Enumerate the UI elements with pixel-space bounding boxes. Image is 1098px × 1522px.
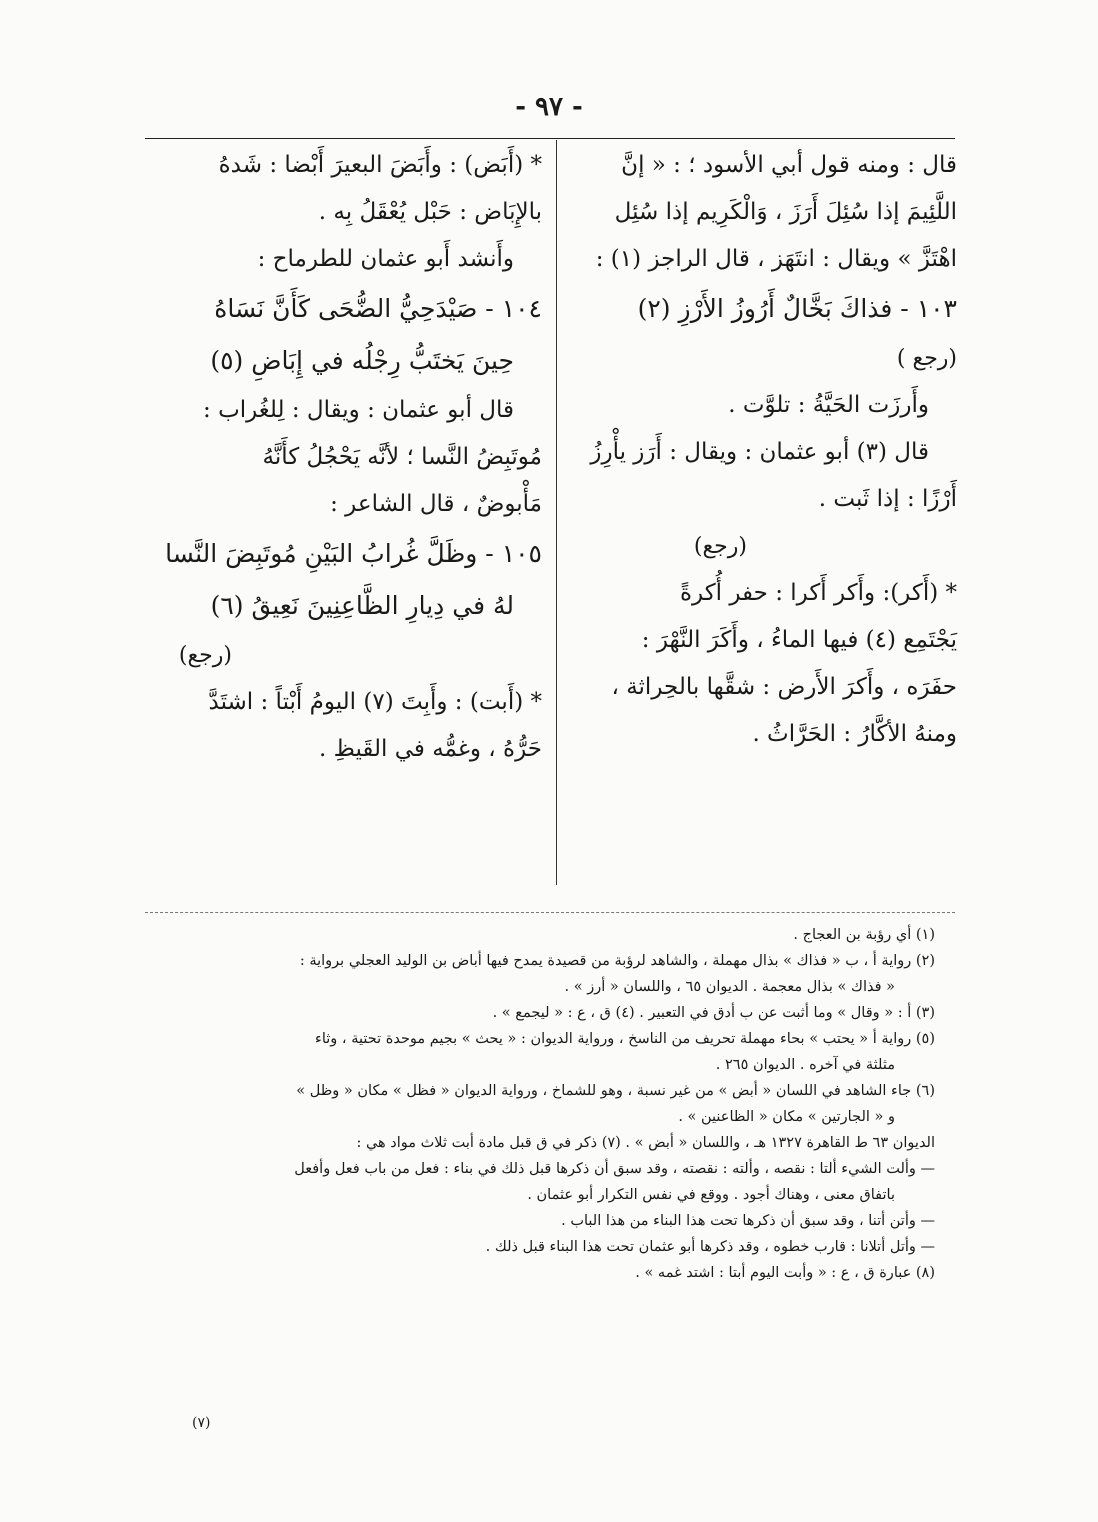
verse-line: لهُ في دِيارِ الظَّاعِنِينَ نَعِيقُ (٦) xyxy=(210,591,514,620)
text-line: أَرْزًا : إذا ثَبت . xyxy=(818,486,957,512)
page-number: - ٩٧ - xyxy=(515,92,583,122)
footnote: — وأتن أتنا ، وقد سبق أن ذكرها تحت هذا البناء من هذا الباب . xyxy=(561,1213,935,1229)
text-line: مَأْبوضٌ ، قال الشاعر : xyxy=(330,491,542,517)
footnote: الديوان ٦٣ ط القاهرة ١٣٢٧ هـ ، واللسان « أبض » . (٧) ذكر في ق قبل مادة أبت ثلاث مواد هي : xyxy=(356,1135,935,1151)
verse-line: حِينَ يَختَبُّ رِجْلُه في إِبَاضِ (٥) xyxy=(210,346,514,375)
verse-line: ١٠٣ - فذاكَ بَخَّالٌ أَرُوزُ الأَرْزِ (٢) xyxy=(637,294,957,323)
section-marker: (رجع) xyxy=(693,534,747,559)
footnote: — وألت الشيء ألتا : نقصه ، وألته : نقصته ، وقد سبق أن ذكرها قبل ذلك في بناء : فعل من باب فعل وأفعل xyxy=(294,1161,935,1177)
text-line: اللَّئِيمَ إذا سُئِلَ أَرَزَ ، وَالْكَرِيم إذا سُئِل xyxy=(614,199,957,225)
footnote: (٣) أ : « وقال » وما أثبت عن ب أدق في التعبير . (٤) ق ، ع : « ليجمع » . xyxy=(492,1005,935,1021)
footnote: باتفاق معنى ، وهناك أجود . ووقع في نفس التكرار أبو عثمان . xyxy=(527,1187,895,1203)
footnote: و « الجارتين » مكان « الظاعنين » . xyxy=(678,1109,895,1125)
text-line: قال : ومنه قول أبي الأسود ؛ : « إنَّ xyxy=(621,152,957,178)
footnote: مثلثة في آخره . الديوان ٢٦٥ . xyxy=(715,1057,895,1073)
text-line: حَرُّهُ ، وغمُّه في القَيظِ . xyxy=(319,736,542,762)
footnote: (٦) جاء الشاهد في اللسان « أبض » من غير نسبة ، وهو للشماخ ، ورواية الديوان « فظل » مكان « وظل » xyxy=(296,1083,935,1099)
footnote: (٨) عبارة ق ، ع : « وأبت اليوم أبتا : اشتد غمه » . xyxy=(635,1265,935,1281)
text-line: وأَنشد أَبو عثمان للطرماح : xyxy=(257,246,514,272)
header-rule xyxy=(145,138,955,139)
footnote-rule xyxy=(145,912,955,913)
text-line: حفَرَه ، وأَكرَ الأَرض : شقَّها بالحِراثة ، xyxy=(611,674,957,700)
text-line: بالإِبَاض : حَبْل يُعْقَلُ بِه . xyxy=(318,199,542,225)
text-line: * (أَبت) : وأَبِتَ (٧) اليومُ أَبْتاً : اشتَدَّ xyxy=(208,689,542,715)
section-marker: (رجع ) xyxy=(896,346,957,371)
right-column xyxy=(572,150,957,766)
text-line: ومنهُ الأكَّارُ : الحَرَّاثُ . xyxy=(752,721,957,747)
text-line: مُوتَبِضُ النَّسا ؛ لأنَّه يَحْجُلُ كأَنَّهُ xyxy=(262,444,542,470)
text-line: وأَرزَت الحَيَّةُ : تلوَّت . xyxy=(728,392,929,418)
text-line: * (أَكر): وأَكر أَكرا : حفر أُكرةً xyxy=(679,580,957,606)
column-divider xyxy=(556,140,557,885)
text-line: * (أَبَض) : وأَبَضَ البعيرَ أَبْضا : شَدهُ xyxy=(218,152,542,178)
signature-mark: (٧) xyxy=(192,1415,211,1431)
section-marker: (رجع) xyxy=(178,643,232,668)
text-line: قال أبو عثمان : ويقال : لِلغُراب : xyxy=(203,397,514,423)
footnote: « فذاك » بذال معجمة . الديوان ٦٥ ، واللسان « أرز » . xyxy=(564,979,895,995)
footnote: (٥) رواية أ « يحتب » بحاء مهملة تحريف من الناسخ ، ورواية الديوان : « يحث » بجيم موحدة تحتية ، وثاء xyxy=(315,1031,935,1047)
footnote: (٢) رواية أ ، ب « فذاك » بذال مهملة ، والشاهد لرؤبة من قصيدة يمدح فيها أباض بن الوليد العجلي برواية : xyxy=(299,953,935,969)
text-line: يَجْتَمِع (٤) فيها الماءُ ، وأَكَرَ النَّهْرَ : xyxy=(641,627,957,653)
left-column xyxy=(150,150,542,781)
footnote: — وأتل أتلانا : قارب خطوه ، وقد ذكرها أبو عثمان تحت هذا البناء قبل ذلك . xyxy=(485,1239,935,1255)
text-line: اهْتَزَّ » ويقال : انتَهَز ، قال الراجز (١) : xyxy=(595,246,957,272)
verse-line: ١٠٥ - وظَلَّ غُرابُ البَيْنِ مُوتَبِضَ النَّسا xyxy=(165,539,542,568)
footnote: (١) أي رؤبة بن العجاج . xyxy=(793,927,935,943)
text-line: قال (٣) أبو عثمان : ويقال : أَرَز يأْرِزُ xyxy=(590,439,929,465)
verse-line: ١٠٤ - صَيْدَحِيُّ الضُّحَى كَأَنَّ نَسَاهُ xyxy=(214,294,542,323)
footnotes xyxy=(145,922,935,1286)
